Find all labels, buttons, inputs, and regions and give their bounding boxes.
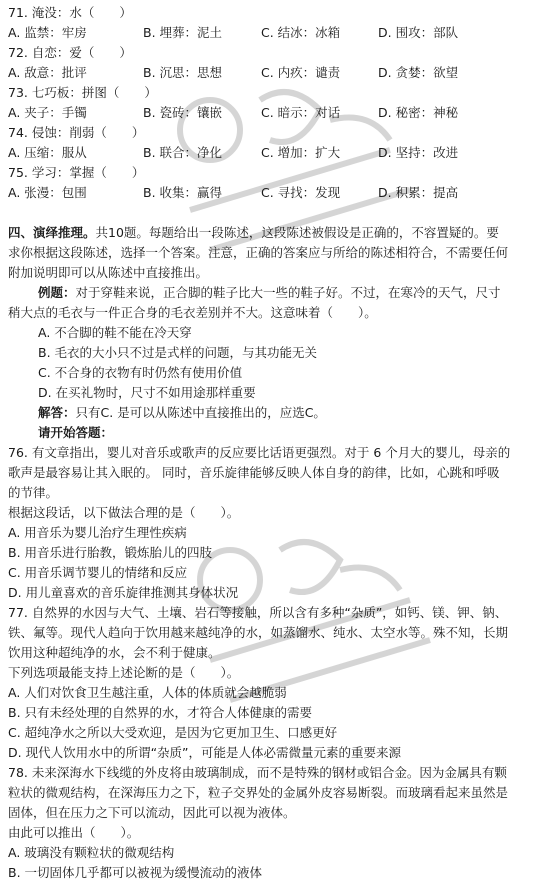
question-78-option-b[interactable]: B. 一切固体几乎都可以被视为缓慢流动的液体 [8,865,263,880]
question-73-stem: 73. 七巧板：拼图（ ） [8,85,157,100]
question-76-option-b[interactable]: B. 用音乐进行胎教，锻炼胎儿的四肢 [8,545,213,560]
question-78-line-2: 粒状的微观结构，在深海压力之下，粒子交界处的金属外皮容易断裂。而玻璃看起来虽然是 [8,785,509,800]
option-c[interactable]: C. 寻找：发现 [261,185,341,200]
question-77-option-a[interactable]: A. 人们对饮食卫生越注重，人体的体质就会越脆弱 [8,685,287,700]
example-label: 例题： [38,285,76,300]
answer-text: 只有C. 是可以从陈述中直接推出的，应选C。 [75,405,326,420]
question-78-option-a[interactable]: A. 玻璃没有颗粒状的微观结构 [8,845,175,860]
question-76-prompt: 根据这段话，以下做法合理的是（ ）。 [8,505,240,520]
example-option-d[interactable]: D. 在买礼物时，尺寸不如用途那样重要 [38,385,256,400]
question-75-stem: 75. 学习：掌握（ ） [8,165,145,180]
option-c[interactable]: C. 结冰：冰箱 [261,25,341,40]
option-d[interactable]: D. 围攻：部队 [378,25,459,40]
option-b[interactable]: B. 收集：赢得 [143,185,223,200]
option-b[interactable]: B. 瓷砖：镶嵌 [143,105,223,120]
question-76-line-2: 歌声是最容易让其入眠的。 同时，音乐旋律能够反映人体自身的韵律，比如，心跳和呼吸 [8,465,500,480]
example-line-1 [38,283,501,303]
option-b[interactable]: B. 埋葬：泥土 [143,25,223,40]
question-77-prompt: 下列选项最能支持上述论断的是（ ）。 [8,665,240,680]
question-78-line-1: 78. 未来深海水下线缆的外皮将由玻璃制成，而不是特殊的钢材或铝合金。因为金属具有颗 [8,765,507,780]
question-75-options [8,183,553,203]
option-d[interactable]: D. 积累：提高 [378,185,459,200]
question-77-line-3: 饮用这种超纯净的水，会不利于健康。 [8,645,221,660]
question-72-stem: 72. 自恋：爱（ ） [8,45,132,60]
section-4-heading: 四、演绎推理。 [8,225,96,240]
intro-text: 共10题。每题给出一段陈述，这段陈述被假设是正确的，不容置疑的。要 [95,225,499,240]
option-a[interactable]: A. 敌意：批评 [8,65,87,80]
example-line-2: 稍大点的毛衣与一件正合身的毛衣差别并不大。这意味着（ ）。 [8,305,377,320]
question-76-line-1: 76. 有文章指出，婴儿对音乐或歌声的反应要比话语更强烈。对于 6 个月大的婴儿，母亲的 [8,445,511,460]
option-c[interactable]: C. 增加：扩大 [261,145,341,160]
example-option-a[interactable]: A. 不合脚的鞋不能在冷天穿 [38,325,192,340]
question-74-options [8,143,553,163]
option-a[interactable]: A. 监禁：牢房 [8,25,87,40]
option-a[interactable]: A. 张漫：包围 [8,185,87,200]
option-d[interactable]: D. 贪婪：欲望 [378,65,459,80]
option-a[interactable]: A. 压缩：服从 [8,145,87,160]
option-b[interactable]: B. 沉思：思想 [143,65,223,80]
option-c[interactable]: C. 内疚：谴责 [261,65,341,80]
answer-line [38,403,326,423]
question-77-line-2: 铁、氟等。现代人趋向于饮用越来越纯净的水，如蒸馏水、纯水、太空水等。殊不知，长期 [8,625,509,640]
question-72-options [8,63,553,83]
question-71-stem: 71. 淹没：水（ ） [8,5,132,20]
question-76-option-c[interactable]: C. 用音乐调节婴儿的情绪和反应 [8,565,188,580]
option-b[interactable]: B. 联合：净化 [143,145,223,160]
question-74-stem: 74. 侵蚀：削弱（ ） [8,125,145,140]
option-a[interactable]: A. 夹子：手镯 [8,105,87,120]
section-4-intro-line-3: 附加说明即可以从陈述中直接推出。 [8,265,209,280]
option-c[interactable]: C. 暗示：对话 [261,105,341,120]
question-78-line-3: 固体，但在压力之下可以流动，因此可以视为液体。 [8,805,296,820]
option-d[interactable]: D. 坚持：改进 [378,145,459,160]
question-78-prompt: 由此可以推出（ ）。 [8,825,140,840]
question-76-option-d[interactable]: D. 用儿童喜欢的音乐旋律推测其身体状况 [8,585,239,600]
example-option-c[interactable]: C. 不合身的衣物有时仍然有使用价值 [38,365,243,380]
option-d[interactable]: D. 秘密：神秘 [378,105,459,120]
question-77-option-c[interactable]: C. 超纯净水之所以大受欢迎，是因为它更加卫生、口感更好 [8,725,338,740]
answer-label: 解答： [38,405,76,420]
question-73-options [8,103,553,123]
section-4-intro-line-2: 求你根据这段陈述，选择一个答案。注意，正确的答案应与所给的陈述相符合，不需要任何 [8,245,509,260]
question-77-option-d[interactable]: D. 现代人饮用水中的所谓“杂质”，可能是人体必需微量元素的重要来源 [8,745,402,760]
example-option-b[interactable]: B. 毛衣的大小只不过是式样的问题，与其功能无关 [38,345,318,360]
question-76-option-a[interactable]: A. 用音乐为婴儿治疗生理性疾病 [8,525,187,540]
example-text: 对于穿鞋来说，正合脚的鞋子比大一些的鞋子好。不过，在寒冷的天气，尺寸 [75,285,501,300]
question-77-option-b[interactable]: B. 只有未经处理的自然界的水，才符合人体健康的需要 [8,705,313,720]
question-71-options [8,23,553,43]
question-76-line-3: 的节律。 [8,485,59,500]
question-77-line-1: 77. 自然界的水因与大气、土壤、岩石等接触，所以含有多种“杂质”，如钙、镁、钾、钠、 [8,605,508,620]
begin-label: 请开始答题： [38,425,114,440]
section-4-intro-line-1 [8,223,499,243]
